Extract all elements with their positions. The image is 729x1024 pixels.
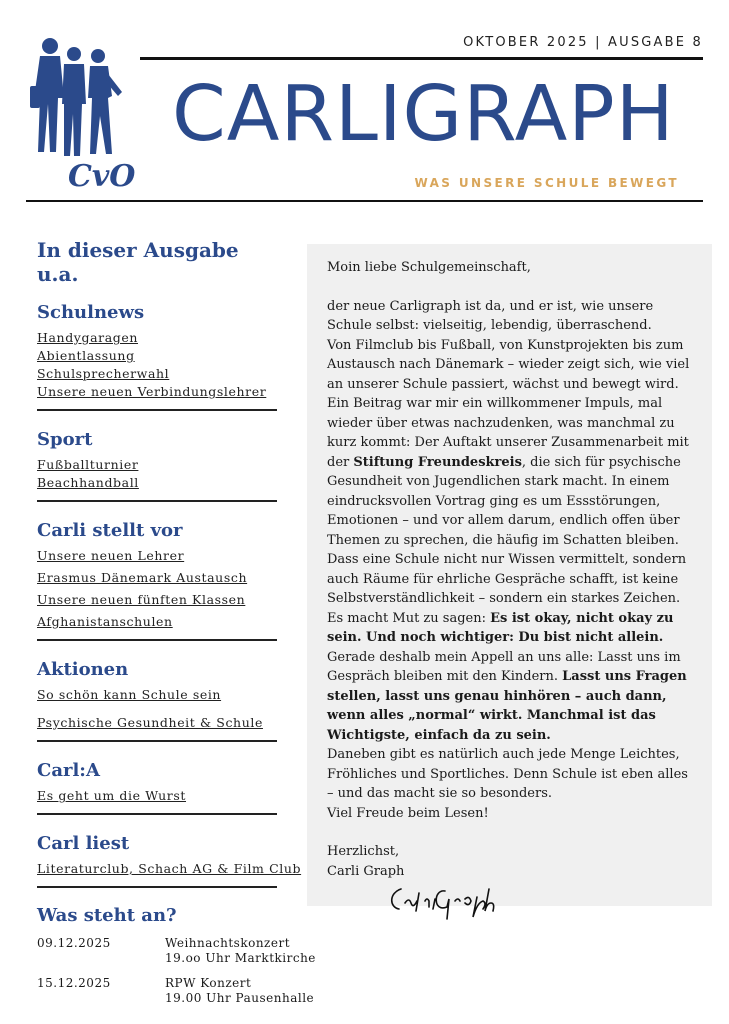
link-verbindungslehrer[interactable]: Unsere neuen Verbindungslehrer: [37, 384, 267, 399]
event-detail: 19.00 Uhr Pausenhalle: [165, 991, 315, 1005]
link-handygaragen[interactable]: Handygaragen: [37, 330, 138, 345]
school-logo: [28, 34, 140, 194]
letter-paragraph: Dass eine Schule nicht nur Wissen vermittelt, sondern auch Räume für ehrliche Gespräche schafft, ist keine Selbstverständlichkeit – sondern ein starkes Zeichen.: [327, 552, 687, 606]
link-erasmus-daenemark[interactable]: Erasmus Dänemark Austausch: [37, 570, 248, 585]
letter-greeting: Moin liebe Schulgemeinschaft,: [327, 260, 531, 275]
section-heading: Schulnews: [37, 302, 145, 323]
event-detail: 19.oo Uhr Marktkirche: [165, 951, 316, 965]
letter-paragraph: Daneben gibt es natürlich auch jede Menge Leichtes, Fröhliches und Sportliches. Denn Schule ist eben alles – und das macht sie so besonders.: [327, 747, 688, 801]
header-bottom-rule: [26, 200, 703, 202]
letter-paragraph: Viel Freude beim Lesen!: [327, 805, 489, 821]
link-wurst[interactable]: Es geht um die Wurst: [37, 788, 187, 803]
section-schulnews: [37, 302, 277, 411]
letter-paragraph: Gerade deshalb mein Appell an uns alle: Lasst uns im Gespräch bleiben mit den Kindern. Lasst uns Fragen stellen, lasst uns genau hinhören – auch dann, wenn alles „normal“ wirkt. Manchmal ist das Wichtigste, einfach da zu sein.: [327, 649, 687, 743]
highlight-fragen: Lasst uns Fragen stellen, lasst uns genau hinhören – auch dann, wenn alles „normal“ wirkt. Manchmal ist das Wichtigste, einfach da zu sein.: [327, 669, 687, 743]
link-literaturclub[interactable]: Literaturclub, Schach AG & Film Club: [37, 861, 302, 876]
sidebar: [37, 238, 302, 906]
event-title: Weihnachtskonzert: [165, 936, 291, 950]
masthead-title: CARLIGRAPH: [172, 70, 675, 159]
event-info: [165, 976, 314, 1006]
header-top-rule: [140, 57, 703, 60]
link-schule-schoen[interactable]: So schön kann Schule sein: [37, 687, 222, 702]
letter-paragraph: Ein Beitrag war mir ein willkommener Impuls, mal wieder über etwas nachzudenken, was manchmal zu kurz kommt: Der Auftakt unserer Zusammenarbeit mit der Stiftung Freundeskreis, die sich für psychische Gesundheit von Jugendlichen stark macht. In einem eindrucksvollen Vortrag ging es um Essstörungen, Emotionen – und vor allem darum, endlich offen über Themen zu sprechen, die häufig im Schatten bleiben.: [327, 396, 689, 548]
letter-author: Carli Graph: [327, 863, 405, 879]
section-carl-a: [37, 760, 277, 815]
link-beachhandball[interactable]: Beachhandball: [37, 475, 139, 490]
event-date: 09.12.2025: [37, 936, 111, 950]
link-neue-lehrer[interactable]: Unsere neuen Lehrer: [37, 548, 185, 563]
events-heading: Was steht an?: [37, 905, 177, 926]
link-schulsprecherwahl[interactable]: Schulsprecherwahl: [37, 366, 170, 381]
sidebar-title: In dieser Ausgabe u.a.: [37, 238, 239, 286]
events: [37, 905, 337, 1016]
event-info: [165, 936, 316, 966]
event-title: RPW Konzert: [165, 976, 252, 990]
section-heading: Carl liest: [37, 833, 130, 854]
section-heading: Carli stellt vor: [37, 520, 183, 541]
section-carl-liest: [37, 833, 302, 888]
editorial-letter: [307, 244, 712, 906]
letter-paragraph: der neue Carligraph ist da, und er ist, wie unsere Schule selbst: vielseitig, lebendig, überraschend.: [327, 298, 654, 333]
link-fussballturnier[interactable]: Fußballturnier: [37, 457, 139, 472]
tagline: WAS UNSERE SCHULE BEWEGT: [414, 176, 679, 190]
letter-closing: Herzlichst,: [327, 844, 400, 859]
section-heading: Carl:A: [37, 760, 100, 781]
section-aktionen: [37, 659, 277, 742]
logo-text: CvO: [68, 159, 136, 194]
link-psychische-gesundheit[interactable]: Psychische Gesundheit & Schule: [37, 715, 263, 730]
highlight-stiftung: Stiftung Freundeskreis: [353, 454, 522, 470]
section-heading: Sport: [37, 429, 93, 450]
letter-paragraph: Von Filmclub bis Fußball, von Kunstprojekten bis zum Austausch nach Dänemark – wieder zeigt sich, wie viel an unserer Schule passiert, wächst und bewegt wird.: [327, 337, 690, 392]
section-carli-stellt-vor: [37, 520, 277, 641]
event-row: [37, 976, 337, 1006]
issue-line: OKTOBER 2025 | AUSGABE 8: [463, 35, 703, 50]
section-sport: [37, 429, 277, 502]
event-row: [37, 936, 337, 966]
signature-image: [385, 879, 525, 923]
link-fuenfte-klassen[interactable]: Unsere neuen fünften Klassen: [37, 592, 246, 607]
event-date: 15.12.2025: [37, 976, 111, 990]
section-heading: Aktionen: [37, 659, 129, 680]
link-abientlassung[interactable]: Abientlassung: [37, 348, 135, 363]
letter-paragraph: Es macht Mut zu sagen: Es ist okay, nicht okay zu sein. Und noch wichtiger: Du bist nicht allein.: [327, 610, 674, 645]
link-afghanistanschulen[interactable]: Afghanistanschulen: [37, 614, 173, 629]
highlight-okay: Es ist okay, nicht okay zu sein. Und noch wichtiger: Du bist nicht allein.: [327, 610, 674, 645]
